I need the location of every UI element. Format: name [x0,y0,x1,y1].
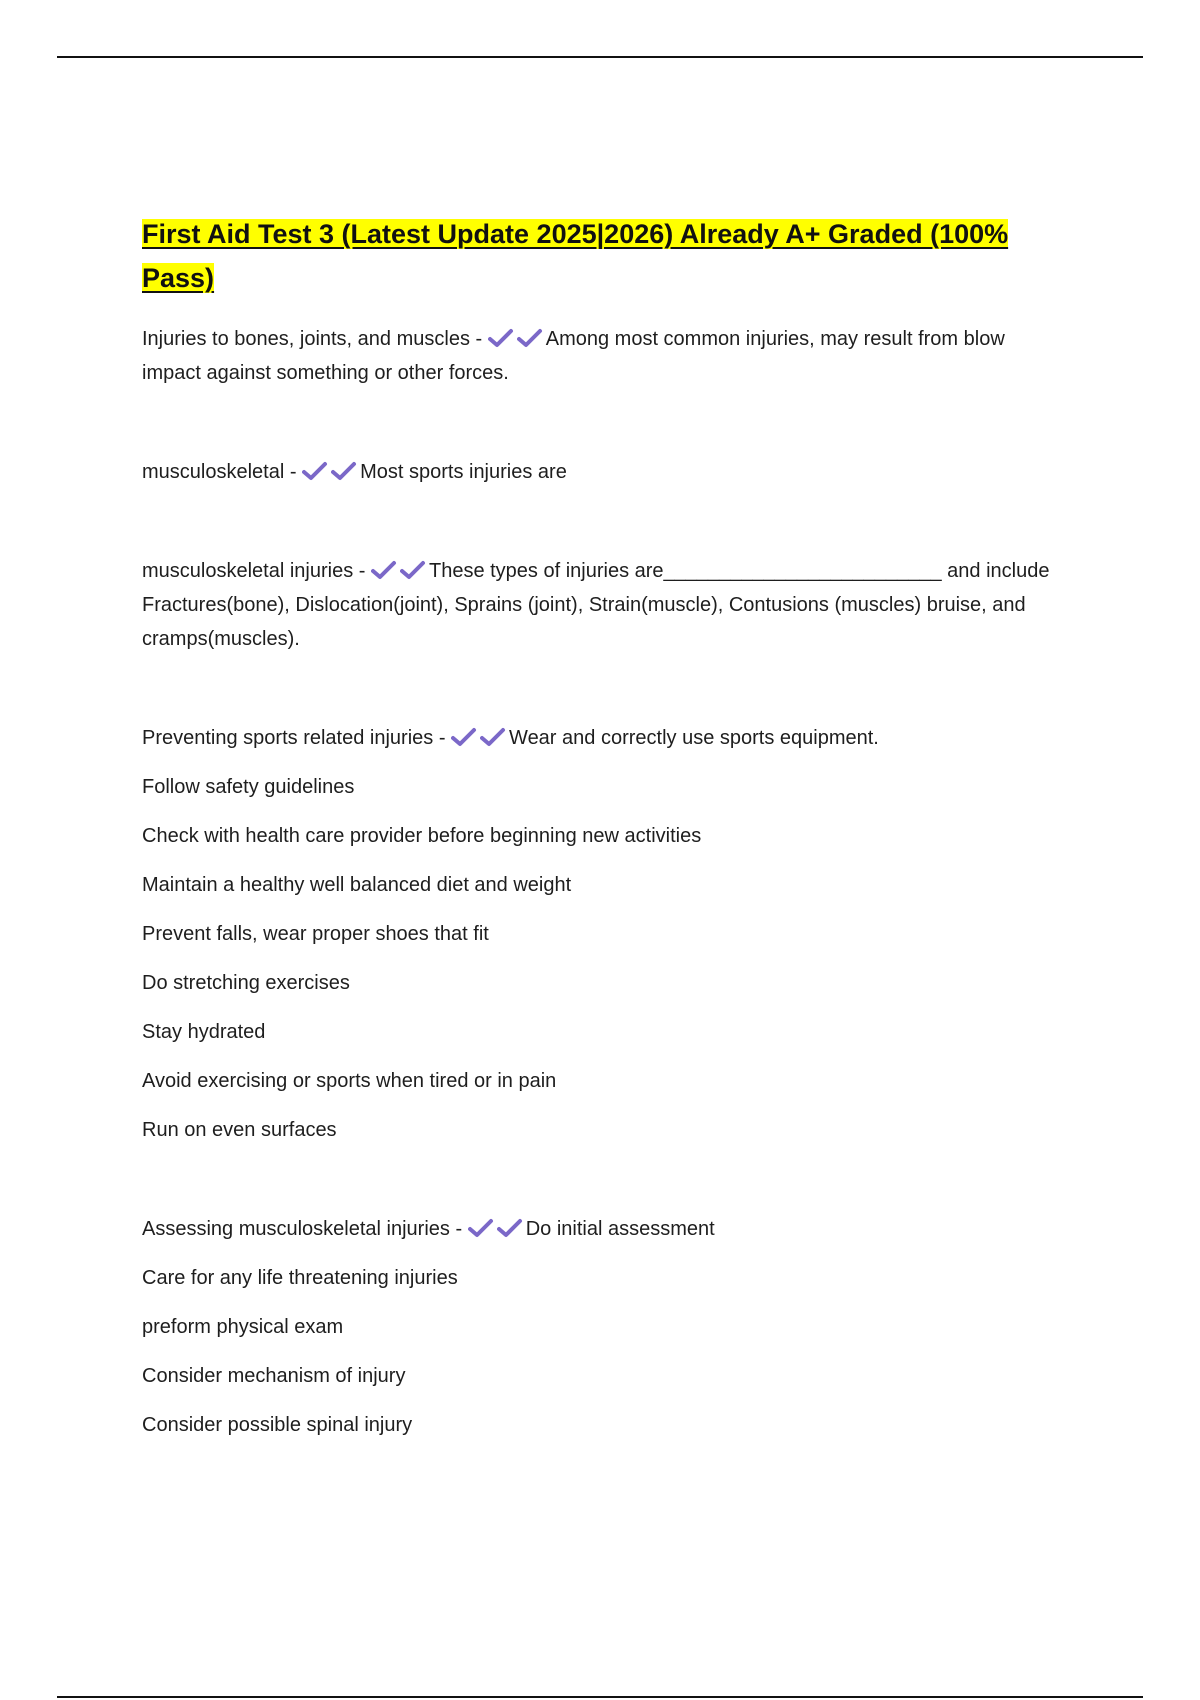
document-title-text: First Aid Test 3 (Latest Update 2025|2026) Already A+ Graded (100% Pass) [142,219,1009,293]
checkmark-icon [497,1218,526,1238]
flashcard-answer-line: Care for any life threatening injuries [142,1267,458,1289]
header-rule [57,56,1143,58]
flashcard-main-line [142,1212,1062,1246]
flashcard-main-line [142,721,1062,755]
flashcard-entry [142,721,1062,1147]
checkmark-icon [400,560,429,580]
checkmark-icon [488,328,517,348]
checkmark-icon [480,727,509,747]
flashcard-entry [142,455,1062,489]
flashcard-term: musculoskeletal - [142,461,297,483]
flashcard-entry [142,554,1062,656]
flashcard-answer-line: Prevent falls, wear proper shoes that fit [142,923,489,945]
flashcard-answer-line: Run on even surfaces [142,1119,337,1141]
flashcard-term: Preventing sports related injuries - [142,727,446,749]
flashcard-term: Injuries to bones, joints, and muscles - [142,328,483,350]
flashcard-term: musculoskeletal injuries - [142,560,366,582]
footer-rule [57,1696,1143,1698]
flashcard-list [142,322,1062,1442]
checkmark-icon [451,727,480,747]
checkmark-icon [517,328,546,348]
checkmark-icon [468,1218,497,1238]
checkmark-icon [371,560,400,580]
flashcard-answer-line: Avoid exercising or sports when tired or in pain [142,1070,557,1092]
flashcard-definition: These types of injuries are_________________________ and include Fractures(bone), Dislocation(joint), Sprains (joint), Strain(muscle), Contusions (muscles) bruise, and cramps(muscles). [142,560,1050,650]
checkmark-icon [302,461,331,481]
flashcard-answer-line: Follow safety guidelines [142,776,355,798]
flashcard-definition: Among most common injuries, may result from blow impact against something or other forces. [142,328,1005,384]
document-title [142,212,1062,300]
flashcard-answer-line: Do stretching exercises [142,972,350,994]
flashcard-definition: Most sports injuries are [360,461,567,483]
flashcard-definition: Do initial assessment [525,1218,715,1240]
flashcard-answer-line: Stay hydrated [142,1021,266,1043]
flashcard-term: Assessing musculoskeletal injuries - [142,1218,463,1240]
flashcard-answer-line: preform physical exam [142,1316,344,1338]
flashcard-answer-line: Consider possible spinal injury [142,1414,413,1436]
checkmark-icon [331,461,360,481]
flashcard-definition: Wear and correctly use sports equipment. [509,727,879,749]
document-body [142,212,1062,1442]
flashcard-answer-line: Check with health care provider before beginning new activities [142,825,702,847]
flashcard-main-line [142,455,1062,489]
flashcard-main-line [142,554,1062,656]
flashcard-main-line [142,322,1062,390]
flashcard-answer-line: Maintain a healthy well balanced diet and weight [142,874,572,896]
flashcard-entry [142,322,1062,390]
flashcard-answer-line: Consider mechanism of injury [142,1365,406,1387]
flashcard-entry [142,1212,1062,1442]
